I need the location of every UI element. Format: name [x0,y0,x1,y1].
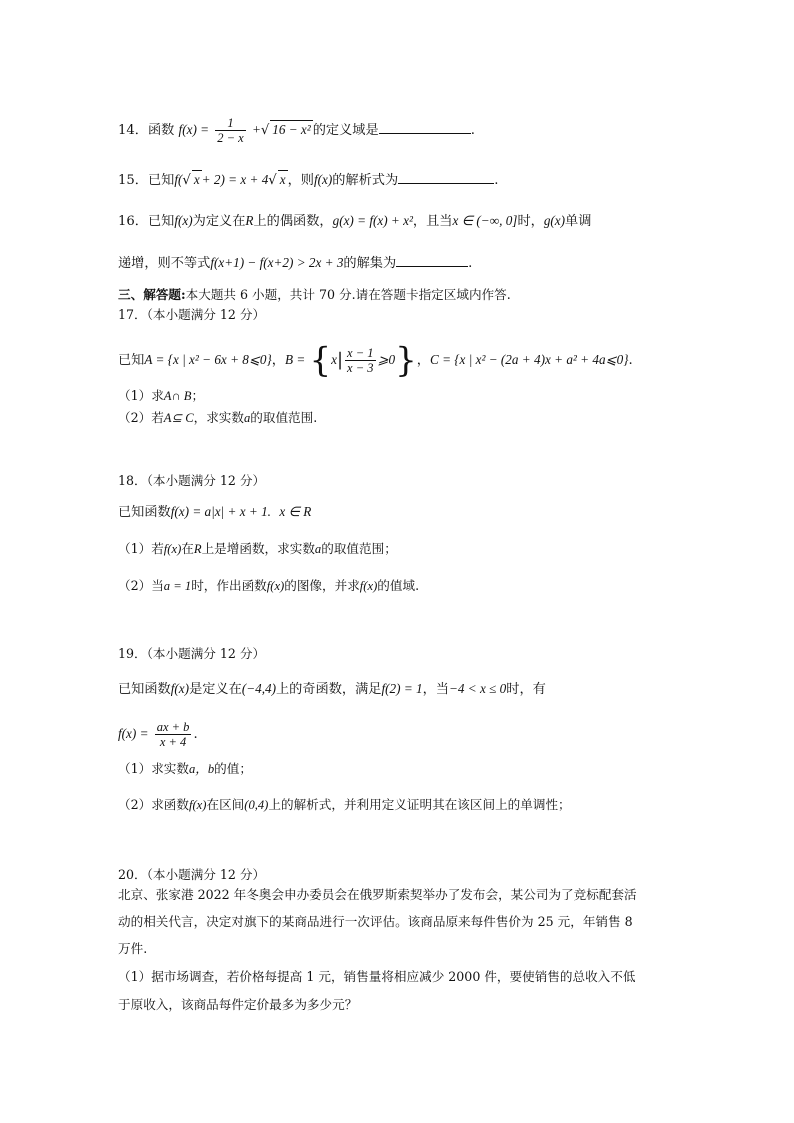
question-20-part-1-line-2: 于原收入，该商品每件定价最多为多少元？ [118,997,358,1012]
q14-function: f(x) = [178,122,210,137]
q16-math-2: R [245,213,254,228]
q19-formula-end: . [193,727,198,742]
question-14: 14．函数 f(x) = $\frac{1}{2 - x}$ +√ 16 − x² 的定义域是 . [118,116,475,145]
q17-p1-text: （1）求 [118,388,164,403]
q19-p2-text-2: 在区间 [206,797,245,812]
q18-p1-math-2: R [193,542,202,556]
q15-end: . [494,173,499,188]
question-20-heading: 20．（本小题满分 12 分） [118,867,266,882]
q19-interval: (−4,4) [241,681,276,696]
question-number: 14． [118,123,148,138]
q19-math-3: f(2) = 1 [381,681,423,696]
q18-p1-text-2: 在 [181,541,194,556]
q16-text-5: 时， [517,214,544,229]
question-18-heading: 18．（本小题满分 12 分） [118,473,266,488]
q15-text: 已知 [147,173,175,188]
q19-p2-math-1: f(x) [188,798,207,812]
q17-fraction [345,346,375,375]
q17-set-b-cond: ⩾0 [377,352,396,367]
q19-p2-text: （2）求函数 [118,797,189,812]
q16-text-1: 已知 [147,214,175,229]
question-16-line-2 [118,254,472,273]
q19-p1-math: a，b [188,762,215,776]
q18-domain: x ∈ R [279,504,312,519]
q16-math-1: f(x) [174,213,193,228]
question-18-statement [118,503,311,522]
q17-set-b-var: x [331,352,337,367]
question-18-part-2 [118,577,419,595]
question-20-line-1: 北京、张家港 2022 年冬奥会申办委员会在俄罗斯索契举办了发布会，某公司为了竞标配套活 [118,887,637,902]
q18-p1-text-3: 上是增函数，求实数 [201,541,315,556]
q19-math-1: f(x) [170,681,190,696]
q14-end: . [470,123,475,138]
question-19-formula [118,720,198,749]
q16-math-3: g(x) = f(x) + x² [332,213,413,228]
q17-text: 已知 [118,353,145,368]
section-3-heading [118,286,511,304]
q15-text-3: 的解析式为 [332,173,399,188]
q15-radicand: x [193,172,200,187]
q19-p2-interval: (0,4) [244,798,269,812]
q18-p2-text-3: 的图像，并求 [284,578,360,593]
q15-radicand-2: x [279,172,286,187]
question-20-line-2: 动的相关代言，决定对旗下的某商品进行一次评估。该商品原来每件售价为 25 元，年销售 8 [118,914,633,929]
q14-fraction-num: 1 [227,116,234,130]
q17-set-c: C = {x | x² − (2a + 4)x + a² + 4a⩽0} [429,352,629,367]
q15-math-1: f( [174,172,183,187]
q16-inequality: f(x+1) − f(x+2) > 2x + 3 [210,255,344,270]
q17-p2-end: 的取值范围. [250,410,318,425]
q16-math-4: x ∈ (−∞, 0] [452,213,518,228]
q17-set-a: A = {x | x² − 6x + 8⩽0} [144,352,272,367]
question-17-statement [118,340,633,381]
q19-text-2: 是定义在 [189,682,242,697]
q18-p2-text-2: 时，作出函数 [191,578,267,593]
q18-p2-math-1: a = 1 [163,579,192,593]
question-20-line-3: 万件. [118,941,148,956]
question-number: 15． [118,173,148,188]
q17-left-brace: { [309,340,332,381]
q18-p2-math-3: f(x) [359,579,378,593]
q18-function: f(x) = a|x| + x + 1. [170,504,271,519]
q16-text-8: 的解集为 [343,256,397,271]
q18-p1-math-1: f(x) [163,542,182,556]
q14-plus: + [251,122,261,137]
q19-text-1: 已知函数 [118,682,171,697]
question-19-part-2 [118,796,571,814]
q19-math-4: −4 < x ≤ 0 [449,681,507,696]
q18-p2-end: 的值域. [377,578,420,593]
q17-p2-text-2: ，求实数 [193,410,244,425]
q19-fraction-num: ax + b [156,720,190,734]
q17-set-b-label: B = [284,352,306,367]
question-19-part-1 [118,760,252,778]
q17-p1-math: A∩ B [163,389,192,403]
q17-right-brace: } [395,340,417,381]
q15-math-3: f(x) [313,172,333,187]
question-17-heading: 17．（本小题满分 12 分） [118,307,266,322]
question-19-heading: 19．（本小题满分 12 分） [118,646,266,661]
q19-formula-lhs: f(x) = [118,726,149,741]
q17-end: . [628,353,633,368]
q14-text: 函数 [147,123,175,138]
question-20-part-1-line-1: （1）据市场调查，若价格每提高 1 元，销售量将相应减少 2000 件，要使销售的总收入不低 [118,969,636,984]
q19-text-4: ，当 [422,682,449,697]
q17-comma-2: ， [416,353,430,368]
q16-text-6: 单调 [565,214,592,229]
q19-text-3: 上的奇函数，满足 [275,682,382,697]
q19-fraction-den: x + 4 [155,734,192,749]
q17-fraction-den: x − 3 [347,361,374,375]
q17-p2-var: a [243,411,251,425]
q14-text-2: 的定义域是 [312,123,379,138]
section-3-instructions: 本大题共 6 小题，共计 70 分.请在答题卡指定区域内作答. [185,287,511,302]
q16-text-7: 递增，则不等式 [118,256,211,271]
q18-p1-end: 的取值范围； [321,541,397,556]
q14-answer-blank[interactable] [379,121,471,134]
section-3-title: 三、解答题: [118,287,186,302]
q16-text-4: ，且当 [412,214,453,229]
q19-text-5: 时，有 [506,682,546,697]
question-16-line-1 [118,212,591,231]
q19-fraction [155,720,192,749]
q18-p2-text: （2）当 [118,578,164,593]
q19-p1-end: 的值； [214,761,252,776]
q19-p1-text: （1）求实数 [118,761,189,776]
q14-radicand: 16 − x² [272,122,311,137]
q16-answer-blank[interactable] [396,254,468,267]
question-number: 16． [118,214,148,229]
q18-p1-math-3: a [314,542,322,556]
q16-end: . [468,256,473,271]
q19-p2-end: 上的解析式，并利用定义证明其在该区间上的单调性； [268,797,571,812]
q17-p1-end: ； [191,388,205,403]
question-18-part-1 [118,540,397,558]
q18-text: 已知函数 [118,505,171,520]
q16-math-5: g(x) [543,213,566,228]
q14-fraction [215,116,245,145]
question-17-part-1 [118,387,204,405]
q17-fraction-num: x − 1 [347,346,374,360]
question-19-statement [118,680,546,699]
question-17-part-2 [118,409,317,427]
q15-math-2: + 2) = x + 4 [201,172,269,187]
q18-p1-text: （1）若 [118,541,164,556]
q17-bar: | [336,349,344,371]
q15-answer-blank[interactable] [398,171,494,184]
q18-p2-math-2: f(x) [266,579,285,593]
q15-text-2: ，则 [287,173,314,188]
q16-text-3: 上的偶函数， [253,214,333,229]
q17-p2-math: A⊆ C [163,411,194,425]
q14-fraction-den: 2 − x [217,131,244,145]
q17-p2-text: （2）若 [118,410,164,425]
q16-text-2: 为定义在 [192,214,246,229]
question-15: 15．已知f(√ x + 2) = x + 4√ x ，则f(x)的解析式为 . [118,172,499,188]
q17-comma-1: ， [271,353,285,368]
